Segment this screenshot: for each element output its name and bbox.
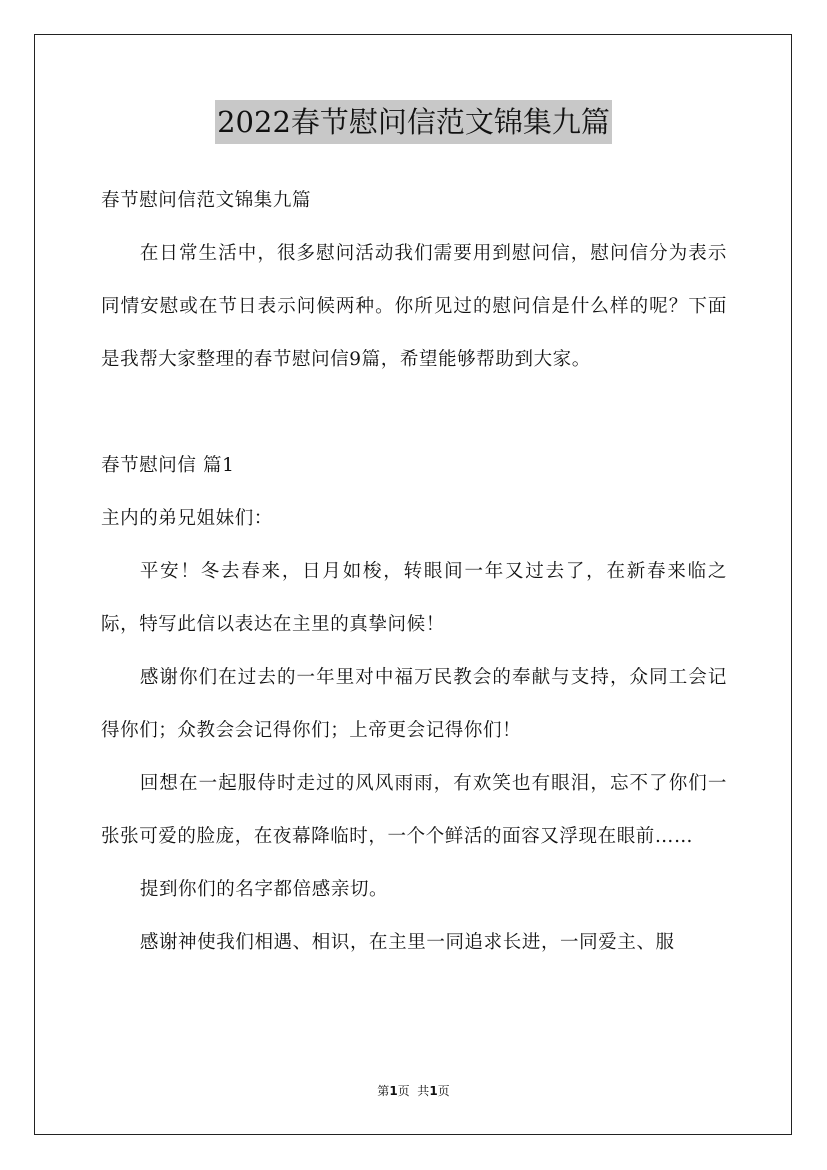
body-paragraph: 感谢你们在过去的一年里对中福万民教会的奉献与支持，众同工会记得你们；众教会会记得你们；上帝更会记得你们！	[101, 667, 727, 741]
body-paragraph: 感谢神使我们相遇、相识，在主里一同追求长进，一同爱主、服	[139, 932, 675, 953]
document-title: 2022春节慰问信范文锦集九篇	[215, 100, 612, 144]
footer-suffix: 页	[437, 1084, 450, 1098]
body-paragraph: 提到你们的名字都倍感亲切。	[139, 879, 389, 900]
salutation: 主内的弟兄姐妹们：	[101, 508, 273, 529]
footer-prefix: 第	[377, 1084, 390, 1098]
blank-line	[101, 386, 727, 439]
intro-paragraph: 在日常生活中，很多慰问活动我们需要用到慰问信，慰问信分为表示同情安慰或在节日表示问候两种。你所见过的慰问信是什么样的呢？下面是我帮大家整理的春节慰问信9篇，希望能够帮助到大家。	[101, 243, 727, 370]
body-paragraph: 平安！冬去春来，日月如梭，转眼间一年又过去了，在新春来临之际，特写此信以表达在主里的真挚问候！	[101, 561, 727, 635]
page-footer	[0, 1082, 827, 1099]
footer-middle: 页 共	[397, 1084, 430, 1098]
document-body	[101, 174, 727, 969]
body-paragraph: 回想在一起服侍时走过的风风雨雨，有欢笑也有眼泪，忘不了你们一张张可爱的脸庞，在夜幕降临时，一个个鲜活的面容又浮现在眼前……	[101, 773, 727, 847]
document-subtitle: 春节慰问信范文锦集九篇	[101, 190, 312, 211]
title-container	[0, 100, 827, 144]
footer-total-pages: 1	[429, 1084, 438, 1098]
footer-page-number: 1	[389, 1084, 398, 1098]
section-heading: 春节慰问信 篇1	[101, 455, 235, 476]
